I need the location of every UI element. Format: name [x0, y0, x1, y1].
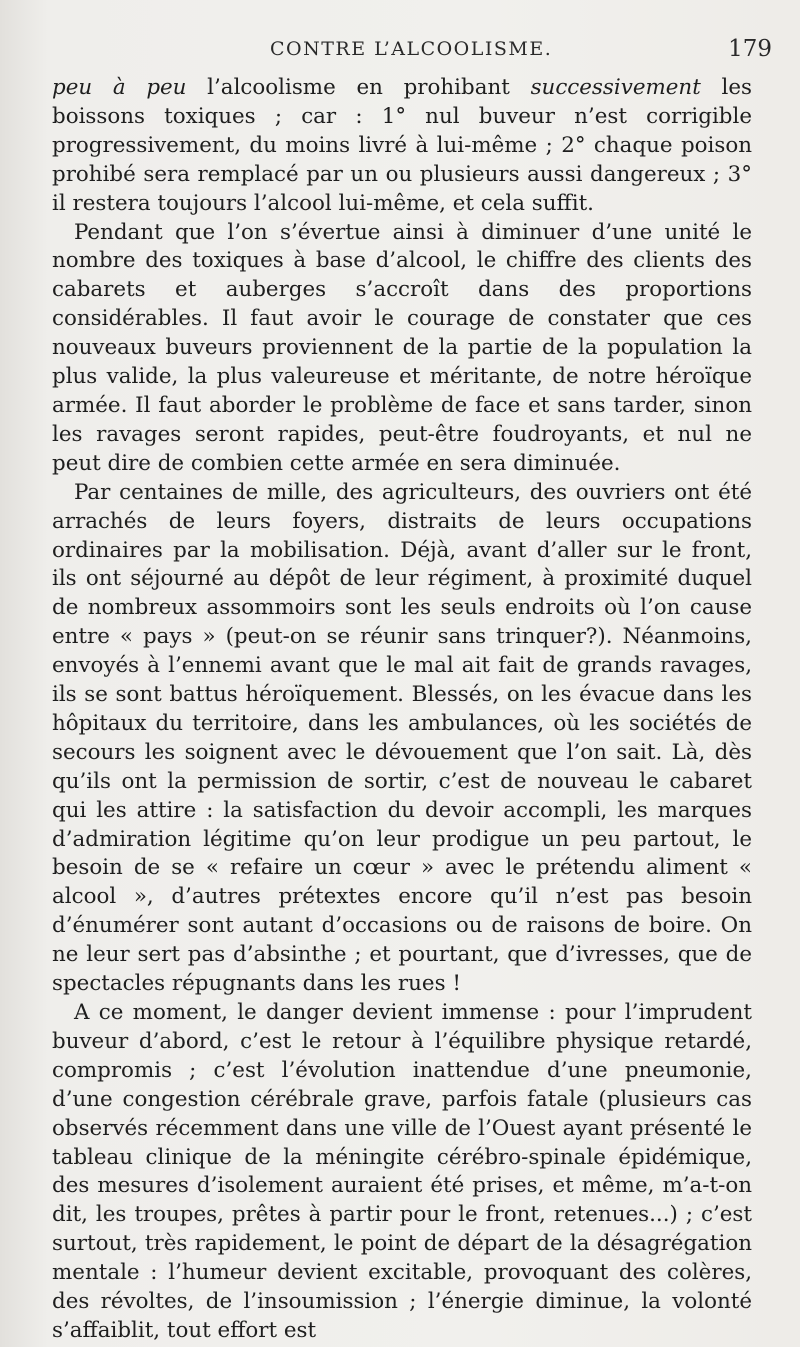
paragraph-4: A ce moment, le danger devient immense : pour l’imprudent buveur d’abord, c’est le retour à l’équilibre physique retardé, compromis ; c’est l’évolution inattendue d’une pneumonie, d’une congestion cérébrale grave, parfois fatale (plusieurs cas observés récemment dans une ville de l’Ouest ayant présenté le tableau clinique de la méningite cérébro-spinale épidémique, des mesures d’isolement auraient été prises, et même, m’a-t-on dit, les troupes, prêtes à partir pour le front, retenues...) ; c’est surtout, très rapidement, le point de départ de la désagrégation mentale : l’humeur devient excitable, provoquant des colères, des révoltes, de l’insoumission ; l’énergie diminue, la volonté s’affaiblit, tout effort est	[52, 1000, 752, 1343]
page-header	[52, 36, 772, 68]
paragraph-text: l’alcoolisme en prohibant	[186, 75, 531, 100]
paragraph-1	[52, 74, 752, 219]
paragraph-3: Par centaines de mille, des agriculteurs, des ouvriers ont été arrachés de leurs foyers, distraits de leurs occupations ordinaires par la mobilisation. Déjà, avant d’aller sur le front, ils ont séjourné au dépôt de leur régiment, à proximité duquel de nombreux assommoirs sont les seuls endroits où l’on cause entre « pays » (peut-on se réunir sans trinquer?). Néanmoins, envoyés à l’ennemi avant que le mal ait fait de grands ravages, ils se sont battus héroïquement. Blessés, on les évacue dans les hôpitaux du territoire, dans les ambulances, où les sociétés de secours les soignent avec le dévouement que l’on sait. Là, dès qu’ils ont la permission de sortir, c’est de nouveau le cabaret qui les attire : la satisfaction du devoir accompli, les marques d’admiration légitime qu’on leur prodigue un peu partout, le besoin de se « refaire un cœur » avec le prétendu aliment « alcool », d’autres prétextes encore qu’il n’est pas besoin d’énumérer sont autant d’occasions ou de raisons de boire. On ne leur sert pas d’absinthe ; et pourtant, que d’ivresses, que de spectacles répugnants dans les rues !	[52, 479, 752, 997]
italic-phrase: peu à peu	[52, 75, 187, 100]
italic-phrase: successivement	[530, 75, 701, 100]
body-text	[52, 74, 752, 1346]
paragraph-text: les boissons toxiques ; car : 1° nul buveur n’est corrigible progressivement, du moins livré à lui-même ; 2° chaque poison prohibé sera remplacé par un ou plusieurs aussi dangereux ; 3° il restera toujours l’alcool lui-même, et cela suffit.	[52, 75, 752, 216]
page-number: 179	[728, 36, 772, 62]
running-title: CONTRE L’ALCOOLISME.	[270, 38, 553, 60]
paragraph-2: Pendant que l’on s’évertue ainsi à diminuer d’une unité le nombre des toxiques à base d’alcool, le chiffre des clients des cabarets et auberges s’accroît dans des proportions considérables. Il faut avoir le courage de constater que ces nouveaux buveurs proviennent de la partie de la population la plus valide, la plus valeureuse et méritante, de notre héroïque armée. Il faut aborder le problème de face et sans tarder, sinon les ravages seront rapides, peut-être foudroyants, et nul ne peut dire de combien cette armée en sera diminuée.	[52, 219, 752, 476]
